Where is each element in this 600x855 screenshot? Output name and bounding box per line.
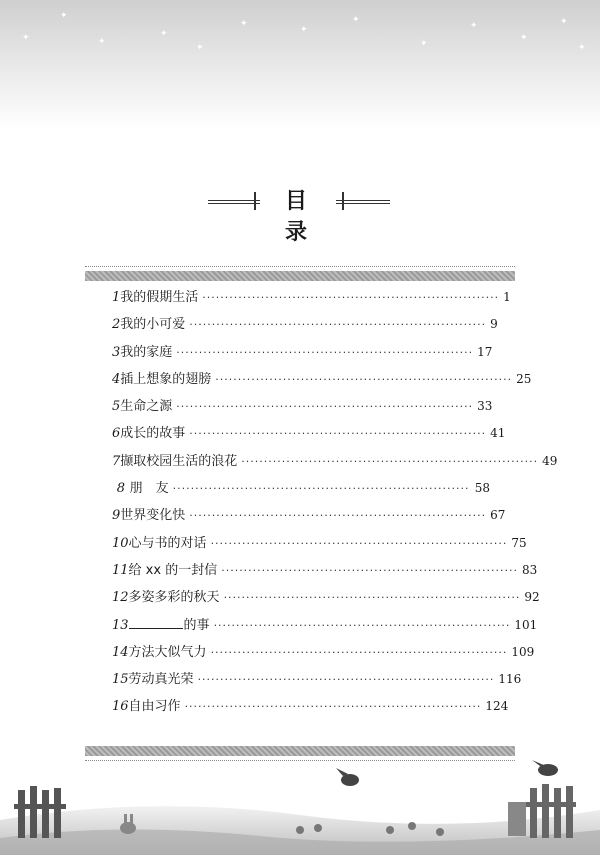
toc-title: 的事 — [183, 617, 210, 633]
toc-row[interactable] — [112, 341, 493, 368]
toc-row[interactable] — [112, 477, 490, 504]
toc-page: 17 — [477, 344, 493, 359]
toc-leader: ·································································· — [184, 700, 482, 714]
title-area — [0, 180, 600, 245]
top-gradient-band — [0, 0, 600, 130]
toc-number: 10 — [112, 535, 129, 551]
toc-number: 15 — [112, 672, 129, 688]
star-icon: ✦ — [520, 33, 528, 43]
toc-title: 我的小可爱 — [120, 317, 186, 333]
toc-row[interactable] — [112, 368, 532, 395]
toc-row[interactable] — [112, 695, 509, 722]
toc-title: 插上想象的翅膀 — [120, 371, 212, 387]
toc-title-with-blank — [129, 614, 214, 633]
star-icon: ✦ — [22, 33, 30, 43]
toc-leader: ·································································· — [213, 618, 511, 632]
star-icon: ✦ — [420, 39, 428, 49]
star-icon: ✦ — [560, 17, 568, 27]
toc-number: 8 — [116, 481, 125, 497]
toc-number: 4 — [112, 371, 121, 387]
toc-row[interactable] — [112, 668, 522, 695]
toc-leader: ·································································· — [176, 400, 474, 414]
star-icon: ✦ — [470, 21, 478, 31]
toc-leader: ·································································· — [241, 454, 539, 468]
toc-page: 101 — [514, 617, 538, 632]
toc-page: 25 — [516, 371, 532, 386]
toc-row[interactable] — [112, 450, 558, 477]
toc-row[interactable] — [112, 614, 538, 641]
toc-row[interactable] — [112, 532, 527, 559]
title-rule-left-2 — [208, 203, 260, 204]
toc-title: 生命之源 — [120, 399, 173, 415]
toc-page: 83 — [521, 562, 538, 577]
top-dotted-line — [85, 266, 515, 267]
toc-page: 124 — [485, 699, 509, 714]
toc-number: 3 — [112, 344, 121, 360]
toc-row[interactable] — [112, 504, 506, 531]
toc-page: 1 — [503, 290, 511, 304]
toc-row[interactable] — [112, 286, 511, 313]
star-icon: ✦ — [352, 15, 360, 25]
star-icon: ✦ — [578, 43, 586, 53]
toc-title: 心与书的对话 — [128, 535, 207, 551]
toc-number: 1 — [112, 290, 121, 305]
bottom-hatched-band — [85, 746, 515, 756]
star-icon: ✦ — [160, 29, 168, 39]
toc-leader: ·································································· — [210, 536, 508, 550]
toc-page: 92 — [524, 590, 540, 605]
star-icon: ✦ — [240, 19, 248, 29]
toc-title: 撷取校园生活的浪花 — [120, 453, 238, 469]
toc-page: 75 — [511, 535, 527, 550]
toc-number: 6 — [112, 426, 121, 442]
toc-leader: ·································································· — [189, 427, 487, 441]
toc-page: 9 — [490, 317, 498, 332]
toc-leader: ·································································· — [172, 482, 470, 496]
toc-title: 我的家庭 — [120, 344, 173, 360]
toc-page: 109 — [511, 644, 535, 659]
star-icon: ✦ — [300, 25, 308, 35]
toc-row[interactable] — [112, 586, 540, 613]
toc-number: 16 — [112, 699, 129, 715]
toc-row[interactable] — [112, 395, 493, 422]
title-rule-right — [336, 200, 390, 201]
toc-number: 9 — [112, 508, 121, 524]
toc-leader: ·································································· — [221, 563, 518, 577]
toc-leader: ·································································· — [189, 509, 487, 523]
toc-number: 11 — [112, 562, 129, 578]
toc-row[interactable] — [112, 559, 538, 586]
toc-title: 我的假期生活 — [120, 290, 199, 305]
table-of-contents — [112, 286, 558, 723]
title-rule-right-2 — [336, 203, 390, 204]
toc-title: 朋 友 — [129, 481, 169, 497]
toc-number: 12 — [112, 590, 129, 606]
toc-page: 33 — [477, 399, 493, 414]
toc-number: 13 — [112, 617, 129, 633]
toc-page: 116 — [498, 672, 522, 687]
toc-title: 成长的故事 — [120, 426, 186, 442]
toc-page: 58 — [474, 481, 490, 496]
page-title: 目录 — [284, 189, 321, 245]
toc-number: 2 — [112, 317, 121, 333]
toc-title: 给 xx 的一封信 — [128, 562, 218, 578]
title-rule-tick-left — [254, 192, 256, 210]
toc-row[interactable] — [112, 641, 535, 668]
toc-leader: ·································································· — [176, 345, 474, 359]
bird-icon — [336, 760, 558, 786]
star-icon: ✦ — [60, 11, 68, 21]
bottom-illustration — [0, 760, 600, 855]
toc-leader: ·································································· — [189, 318, 487, 332]
toc-leader: ·································································· — [210, 645, 508, 659]
title-rule-left — [208, 200, 260, 201]
toc-number: 14 — [112, 644, 129, 660]
toc-page: 49 — [542, 453, 558, 468]
toc-leader: ·································································· — [215, 372, 513, 386]
toc-title: 多姿多彩的秋天 — [128, 590, 220, 606]
star-icon: ✦ — [98, 37, 106, 47]
fill-in-blank — [129, 616, 183, 629]
toc-page: 67 — [490, 508, 506, 523]
top-hatched-band — [85, 271, 515, 281]
toc-title: 方法大似气力 — [128, 644, 207, 660]
star-icon: ✦ — [196, 43, 204, 53]
toc-number: 5 — [112, 399, 121, 415]
toc-page: 41 — [490, 426, 506, 441]
toc-number: 7 — [112, 453, 121, 469]
toc-row[interactable] — [112, 313, 498, 340]
toc-leader: ·································································· — [197, 673, 495, 687]
toc-row[interactable] — [112, 422, 506, 449]
toc-leader: ·································································· — [223, 591, 521, 605]
toc-title: 自由习作 — [128, 699, 181, 715]
toc-title: 世界变化快 — [120, 508, 186, 524]
title-rule-tick-right — [342, 192, 344, 210]
toc-title: 劳动真光荣 — [128, 672, 194, 688]
toc-leader: ·································································· — [202, 291, 500, 304]
